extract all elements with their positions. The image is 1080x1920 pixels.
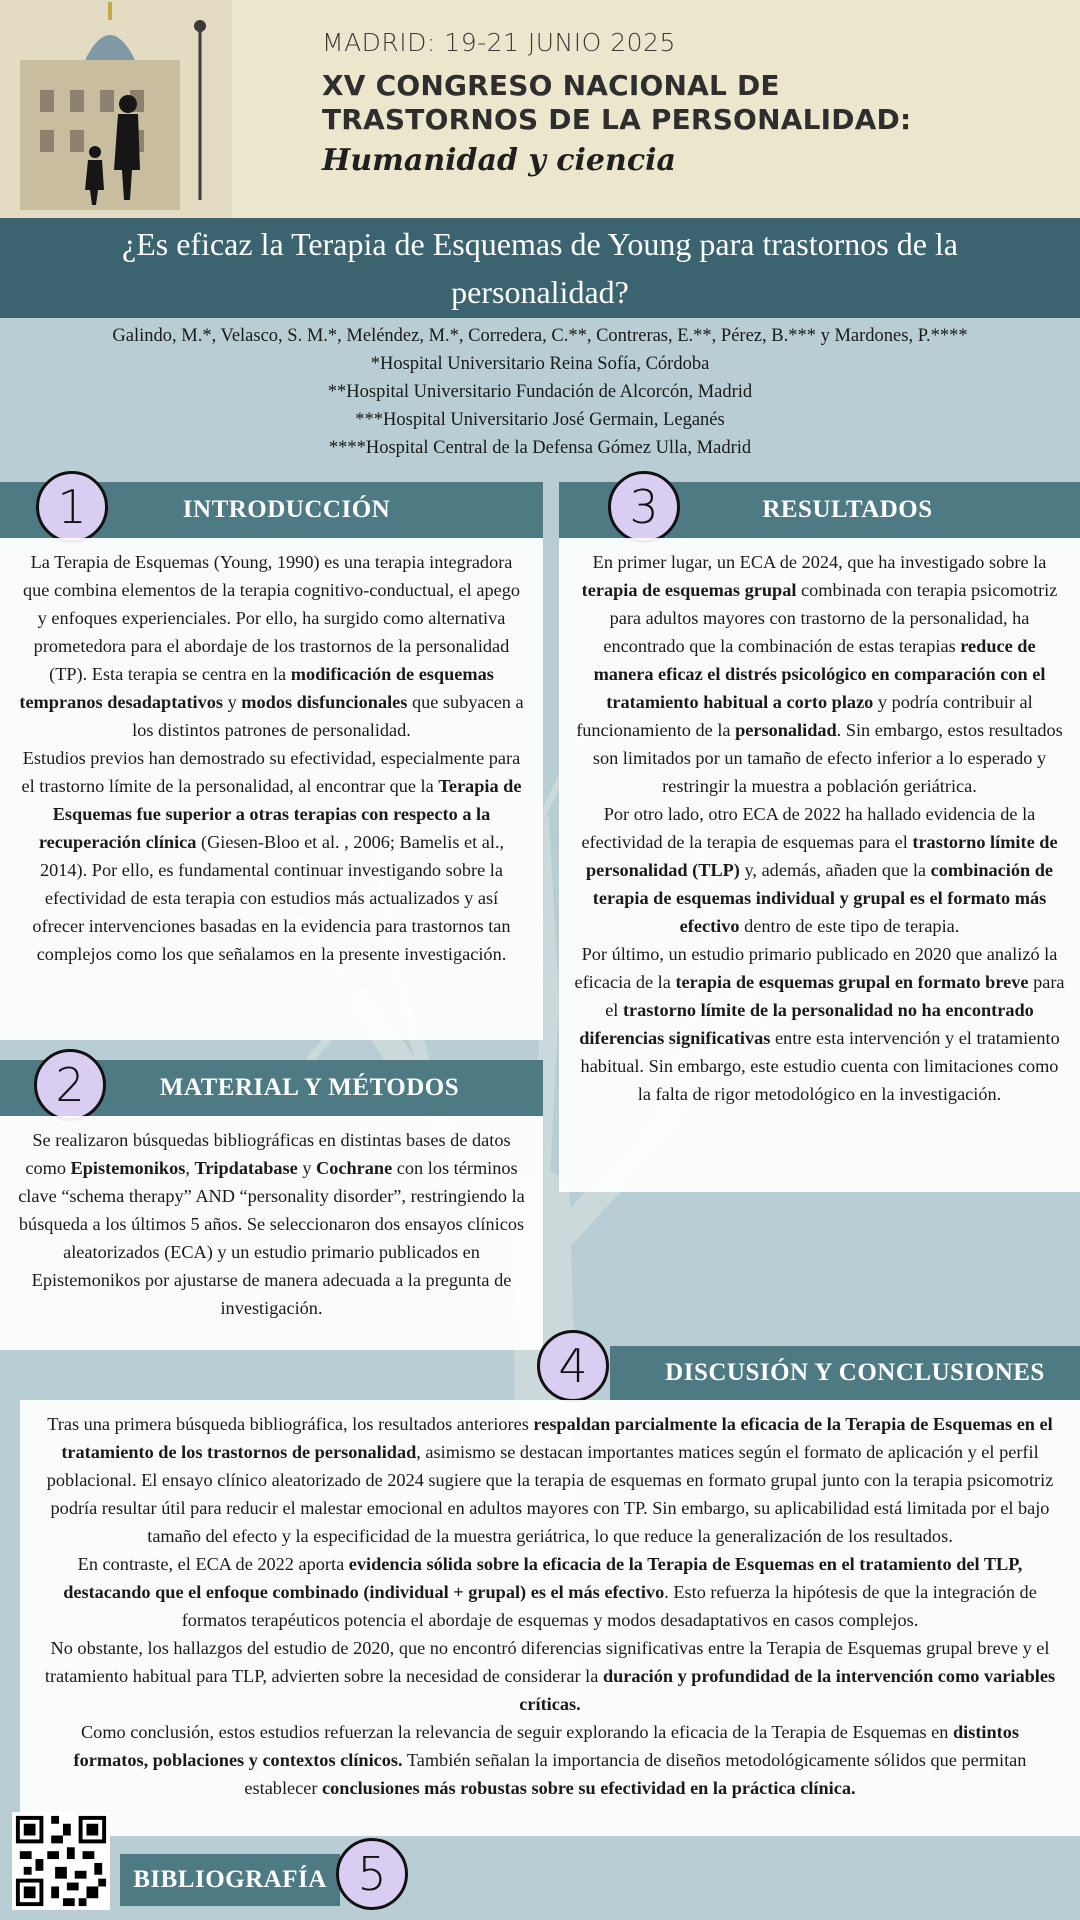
results-title: RESULTADOS	[762, 496, 933, 523]
intro-paragraph	[18, 548, 525, 744]
text-run: (Giesen-Bloo et al. , 2006; Bamelis et al., 2014). Por ello, es fundamental continuar investigando sobre la efectividad de esta terapia con estudios más actualizados y así ofrecer intervenciones basadas en la evidencia para trastornos tan complejos como los que señalamos en la presente investigación.	[32, 832, 511, 964]
bibliography-title: BIBLIOGRAFÍA	[133, 1866, 327, 1893]
author-list: Galindo, M.*, Velasco, S. M.*, Meléndez, M.*, Corredera, C.**, Contreras, E.**, Pérez, B.*** y Mardones, P.****	[112, 326, 968, 346]
text-run: . Sin embargo, estos resultados son limitados por un tamaño de efecto inferior a lo esperado y restringir la muestra a población geriátrica.	[592, 720, 1063, 796]
text-run: Estudios previos han demostrado su efectividad, especialmente para el trastorno límite de la personalidad, al encontrar que la	[21, 748, 521, 796]
congress-subtitle: Humanidad y ciencia	[322, 143, 676, 178]
text-run: Como conclusión, estos estudios refuerzan la relevancia de seguir explorando la eficacia de la Terapia de Esquemas en	[80, 1722, 953, 1742]
poster-title	[0, 218, 1080, 318]
emphasized-text: duración y profundidad de la intervención como variables críticas.	[519, 1666, 1056, 1714]
affiliation: *Hospital Universitario Reina Sofía, Córdoba	[370, 354, 710, 374]
intro-title: INTRODUCCIÓN	[182, 496, 391, 523]
congress-title-line1: XV CONGRESO NACIONAL DE	[322, 69, 780, 102]
section-number-2	[34, 1049, 106, 1121]
text-run: Tras una primera búsqueda bibliográfica, los resultados anteriores	[47, 1414, 534, 1434]
affiliation: **Hospital Universitario Fundación de Alcorcón, Madrid	[327, 382, 753, 402]
text-run: con los términos clave “schema therapy” AND “personality disorder”, restringiendo la búsqueda a los últimos 5 años. Se seleccionaron dos ensayos clínicos aleatorizados (ECA) y un estudio primario publicados en Epistemonikos por ajustarse de manera adecuada a la pregunta de investigación.	[18, 1158, 525, 1318]
poster-title-line2: personalidad?	[451, 274, 629, 310]
methods-body	[0, 1116, 543, 1350]
text-run: También señalan la importancia de diseños metodológicamente sólidos que permitan establecer	[244, 1750, 1027, 1798]
emphasized-text: terapia de esquemas grupal en formato breve	[675, 972, 1029, 992]
emphasized-text: distintos formatos, poblaciones y contextos clínicos.	[73, 1722, 1020, 1770]
section-number-4-label: 4	[558, 1339, 588, 1393]
section-number-1-label: 1	[57, 480, 87, 534]
text-run: que subyacen a los distintos patrones de personalidad.	[132, 692, 524, 740]
methods-title: MATERIAL Y MÉTODOS	[159, 1074, 460, 1101]
affiliation: ****Hospital Central de la Defensa Gómez Ulla, Madrid	[328, 438, 752, 458]
text-run: para el	[605, 972, 1065, 1020]
text-run: dentro de este tipo de terapia.	[739, 916, 960, 936]
text-run: y	[223, 692, 242, 712]
results-paragraph	[573, 940, 1066, 1108]
text-run: entre esta intervención y el tratamiento habitual. Sin embargo, este estudio cuenta con limitaciones como la falta de rigor metodológico en la investigación.	[580, 1028, 1060, 1104]
discussion-paragraph	[42, 1634, 1058, 1718]
discussion-header	[610, 1346, 1080, 1400]
section-number-4	[537, 1330, 609, 1402]
text-run: No obstante, los hallazgos del estudio de 2020, que no encontró diferencias significativas entre la Terapia de Esquemas grupal breve y el tratamiento habitual para TLP, advierten sobre la necesidad de considerar la	[44, 1638, 1050, 1686]
section-number-1	[36, 471, 108, 543]
text-run: Por otro lado, otro ECA de 2022 ha hallado evidencia de la efectividad de la terapia de esquemas para el	[581, 804, 1036, 852]
discussion-paragraph	[42, 1718, 1058, 1802]
section-number-2-label: 2	[55, 1058, 85, 1112]
text-run: y	[297, 1158, 317, 1178]
section-number-5-label: 5	[357, 1847, 387, 1901]
intro-paragraph	[18, 744, 525, 968]
section-number-3-label: 3	[629, 480, 659, 534]
emphasized-text: trastorno límite de la personalidad no ha encontrado diferencias significativas	[579, 1000, 1034, 1048]
authors-block	[0, 322, 1080, 462]
emphasized-text: respaldan parcialmente la eficacia de la Terapia de Esquemas en el tratamiento de los trastornos de personalidad	[61, 1414, 1053, 1462]
emphasized-text: modificación de esquemas tempranos desadaptativos	[19, 664, 494, 712]
results-body	[559, 538, 1080, 1192]
emphasized-text: Tripdatabase	[194, 1158, 298, 1178]
text-run: Por último, un estudio primario publicado en 2020 que analizó la eficacia de la	[574, 944, 1058, 992]
emphasized-text: modos disfuncionales	[241, 692, 408, 712]
text-run: y, además, añaden que la	[739, 860, 931, 880]
text-run: En contraste, el ECA de 2022 aporta	[77, 1554, 349, 1574]
bibliography-header	[120, 1854, 340, 1906]
emphasized-text: terapia de esquemas grupal	[581, 580, 797, 600]
text-run: En primer lugar, un ECA de 2024, que ha investigado sobre la	[592, 552, 1047, 572]
emphasized-text: Terapia de Esquemas fue superior a otras terapias con respecto a la recuperación clínica	[38, 776, 522, 852]
discussion-paragraph	[42, 1410, 1058, 1550]
emphasized-text: Epistemonikos	[70, 1158, 186, 1178]
emphasized-text: conclusiones más robustas sobre su efectividad en la práctica clínica.	[322, 1778, 856, 1798]
congress-date: MADRID: 19-21 JUNIO 2025	[322, 28, 676, 57]
results-paragraph	[573, 800, 1066, 940]
intro-body	[0, 538, 543, 1040]
text-run: combinada con terapia psicomotriz para adultos mayores con trastorno de la personalidad, ha encontrado que la combinación de estas terapias	[603, 580, 1058, 656]
text-run: Se realizaron búsquedas bibliográficas en distintas bases de datos como	[25, 1130, 511, 1178]
text-run: y podría contribuir al funcionamiento de la	[576, 692, 1033, 740]
emphasized-text: evidencia sólida sobre la eficacia de la Terapia de Esquemas en el tratamiento del TLP, destacando que el enfoque combinado (individual + grupal) es el más efectivo	[63, 1554, 1023, 1602]
section-number-3	[608, 471, 680, 543]
emphasized-text: personalidad	[735, 720, 837, 740]
poster-title-line1: ¿Es eficaz la Terapia de Esquemas de Young para trastornos de la	[122, 226, 958, 262]
discussion-paragraph	[42, 1550, 1058, 1634]
methods-paragraph	[18, 1126, 525, 1322]
text-run: ,	[185, 1158, 195, 1178]
congress-title-line2: TRASTORNOS DE LA PERSONALIDAD:	[322, 103, 912, 136]
emphasized-text: trastorno límite de personalidad (TLP)	[586, 832, 1058, 880]
results-paragraph	[573, 548, 1066, 800]
section-number-5	[336, 1838, 408, 1910]
text-run: . Esto refuerza la hipótesis de que la integración de formatos terapéuticos potencia el abordaje de esquemas y modos desadaptativos en casos complejos.	[181, 1582, 1037, 1630]
discussion-body	[20, 1400, 1080, 1836]
emphasized-text: Cochrane	[316, 1158, 393, 1178]
discussion-title: DISCUSIÓN Y CONCLUSIONES	[665, 1359, 1045, 1386]
affiliation: ***Hospital Universitario José Germain, Leganés	[355, 410, 725, 430]
header-illustration	[0, 0, 232, 218]
qr-code[interactable]	[12, 1812, 110, 1910]
text-run: La Terapia de Esquemas (Young, 1990) es una terapia integradora que combina elementos de la terapia cognitivo-conductual, el apego y enfoques experienciales. Por ello, ha surgido como alternativa prometedora para el abordaje de los trastornos de la personalidad (TP). Esta terapia se centra en la	[23, 552, 520, 684]
emphasized-text: reduce de manera eficaz el distrés psicológico en comparación con el tratamiento habitual a corto plazo	[593, 636, 1046, 712]
emphasized-text: combinación de terapia de esquemas individual y grupal es el formato más efectivo	[592, 860, 1053, 936]
congress-header-text	[322, 28, 911, 178]
text-run: , asimismo se destacan importantes matices según el formato de aplicación y el perfil poblacional. El ensayo clínico aleatorizado de 2024 sugiere que la terapia de esquemas en formato grupal junto con la terapia psicomotriz podría resultar útil para reducir el malestar emocional en adultos mayores con TP. Sin embargo, su aplicabilidad está limitada por el bajo tamaño del efecto y la especificidad de la muestra geriátrica, lo que reduce la generalización de los resultados.	[46, 1442, 1054, 1546]
